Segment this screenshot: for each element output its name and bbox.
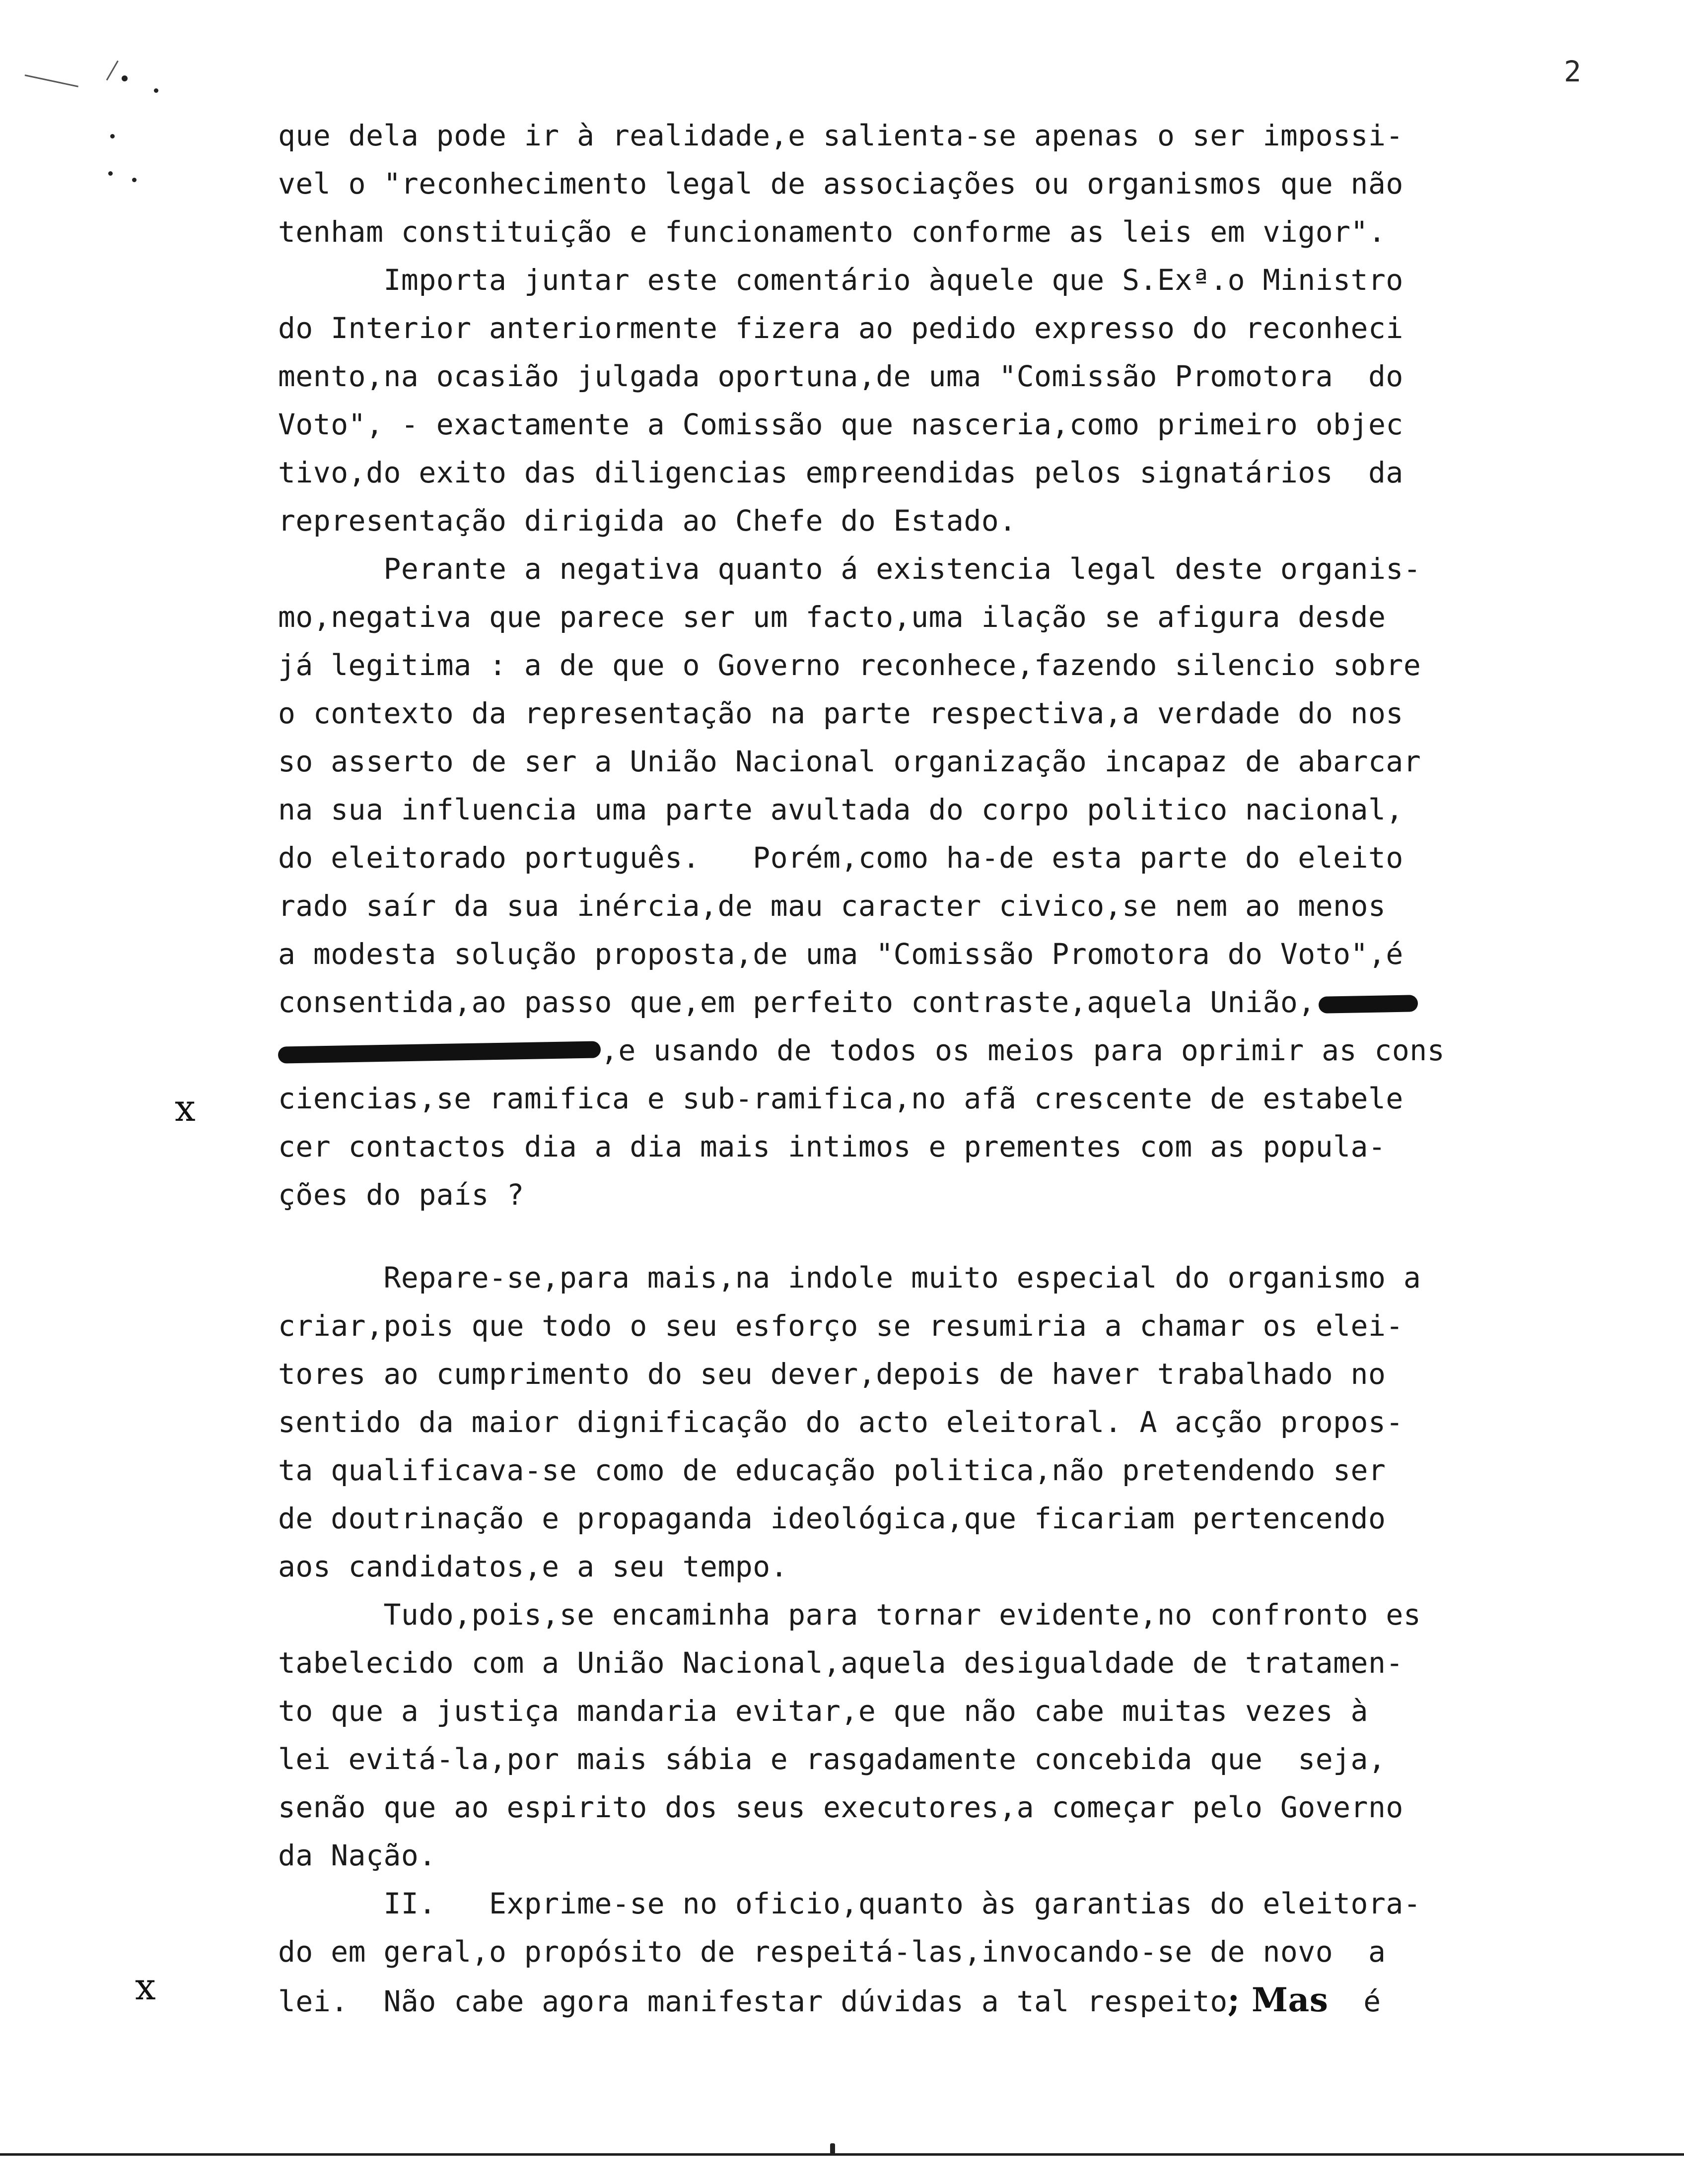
text-line: ta qualificava-se como de educação politica,não pretendendo ser	[278, 1453, 1386, 1487]
bottom-rule	[0, 2153, 1684, 2156]
scan-artifact	[108, 171, 113, 176]
text-line: do Interior anteriormente fizera ao pedido expresso do reconheci	[278, 311, 1403, 345]
text-line: so asserto de ser a União Nacional organização incapaz de abarcar	[278, 745, 1421, 778]
text-line: to que a justiça mandaria evitar,e que não cabe muitas vezes à	[278, 1694, 1368, 1728]
margin-annotation-x: x	[135, 1966, 156, 2008]
margin-annotation-x: x	[175, 1087, 196, 1130]
scan-artifact	[132, 178, 137, 182]
paragraph	[278, 1591, 1589, 1880]
text-line: Voto", - exactamente a Comissão que nasceria,como primeiro objec	[278, 408, 1403, 441]
text-line: aos candidatos,e a seu tempo.	[278, 1550, 788, 1583]
text-line: rado saír da sua inércia,de mau caracter civico,se nem ao menos	[278, 889, 1386, 923]
text-span: ,e usando de todos os meios para oprimir as cons	[601, 1033, 1445, 1067]
scan-artifact	[106, 61, 119, 80]
text-line: Repare-se,para mais,na indole muito especial do organismo a	[278, 1261, 1421, 1295]
scan-artifact	[830, 2143, 835, 2154]
text-line-with-redaction	[278, 1026, 1589, 1075]
text-line: Importa juntar este comentário àquele que S.Exª.o Ministro	[278, 263, 1403, 297]
text-line: ciencias,se ramifica e sub-ramifica,no afã crescente de estabele	[278, 1082, 1403, 1115]
paragraph-spacer	[278, 1219, 1589, 1254]
text-line: tenham constituição e funcionamento conforme as leis em vigor".	[278, 215, 1386, 249]
text-line-with-handwriting	[278, 1976, 1589, 2024]
handwritten-correction: ; Mas	[1227, 1980, 1329, 2019]
paragraph	[278, 256, 1589, 545]
text-line: na sua influencia uma parte avultada do corpo politico nacional,	[278, 793, 1403, 826]
text-line: tabelecido com a União Nacional,aquela desigualdade de tratamen-	[278, 1646, 1403, 1680]
text-line: senão que ao espirito dos seus executores,a começar pelo Governo	[278, 1790, 1403, 1824]
text-span: é	[1328, 1984, 1381, 2018]
text-line: criar,pois que todo o seu esforço se resumiria a chamar os elei-	[278, 1309, 1403, 1343]
text-line: de doutrinação e propaganda ideológica,que ficariam pertencendo	[278, 1502, 1386, 1535]
page-number: 2	[1564, 55, 1581, 88]
text-line: tivo,do exito das diligencias empreendidas pelos signatários da	[278, 456, 1403, 489]
text-line: sentido da maior dignificação do acto eleitoral. A acção propos-	[278, 1405, 1403, 1439]
text-line: Perante a negativa quanto á existencia legal deste organis-	[278, 552, 1421, 586]
scan-artifact	[154, 88, 158, 93]
text-line: cer contactos dia a dia mais intimos e prementes com as popula-	[278, 1130, 1386, 1163]
text-line: a modesta solução proposta,de uma "Comissão Promotora do Voto",é	[278, 937, 1403, 971]
text-line: o contexto da representação na parte respectiva,a verdade do nos	[278, 696, 1403, 730]
paragraph	[278, 1254, 1589, 1591]
text-line-with-redaction	[278, 978, 1589, 1026]
text-line: tores ao cumprimento do seu dever,depois de haver trabalhado no	[278, 1357, 1386, 1391]
redaction-mark	[1318, 995, 1418, 1013]
text-line: que dela pode ir à realidade,e salienta-se apenas o ser impossi-	[278, 119, 1403, 152]
redaction-mark	[278, 1041, 601, 1063]
scan-artifact	[25, 74, 78, 87]
text-span: consentida,ao passo que,em perfeito contraste,aquela União,	[278, 985, 1316, 1019]
text-line: da Nação.	[278, 1839, 436, 1872]
paragraph	[278, 112, 1589, 256]
text-line: lei evitá-la,por mais sábia e rasgadamente concebida que seja,	[278, 1742, 1386, 1776]
document-body	[278, 112, 1589, 2024]
text-line: já legitima : a de que o Governo reconhece,fazendo silencio sobre	[278, 648, 1421, 682]
text-line: do eleitorado português. Porém,como ha-de esta parte do eleito	[278, 841, 1403, 875]
text-line: II. Exprime-se no oficio,quanto às garantias do eleitora-	[278, 1887, 1421, 1920]
paragraph	[278, 1880, 1589, 2024]
text-line: do em geral,o propósito de respeitá-las,invocando-se de novo a	[278, 1935, 1386, 1969]
text-line: vel o "reconhecimento legal de associações ou organismos que não	[278, 167, 1403, 201]
scan-artifact	[110, 134, 115, 138]
scan-artifact	[122, 75, 128, 81]
text-line: mo,negativa que parece ser um facto,uma ilação se afigura desde	[278, 600, 1386, 634]
text-line: ções do país ?	[278, 1178, 524, 1212]
text-line: mento,na ocasião julgada oportuna,de uma "Comissão Promotora do	[278, 359, 1403, 393]
text-line: Tudo,pois,se encaminha para tornar evidente,no confronto es	[278, 1598, 1421, 1632]
paragraph	[278, 545, 1589, 1219]
text-span: lei. Não cabe agora manifestar dúvidas a tal respeito	[278, 1984, 1228, 2018]
text-line: representação dirigida ao Chefe do Estado.	[278, 504, 1017, 538]
